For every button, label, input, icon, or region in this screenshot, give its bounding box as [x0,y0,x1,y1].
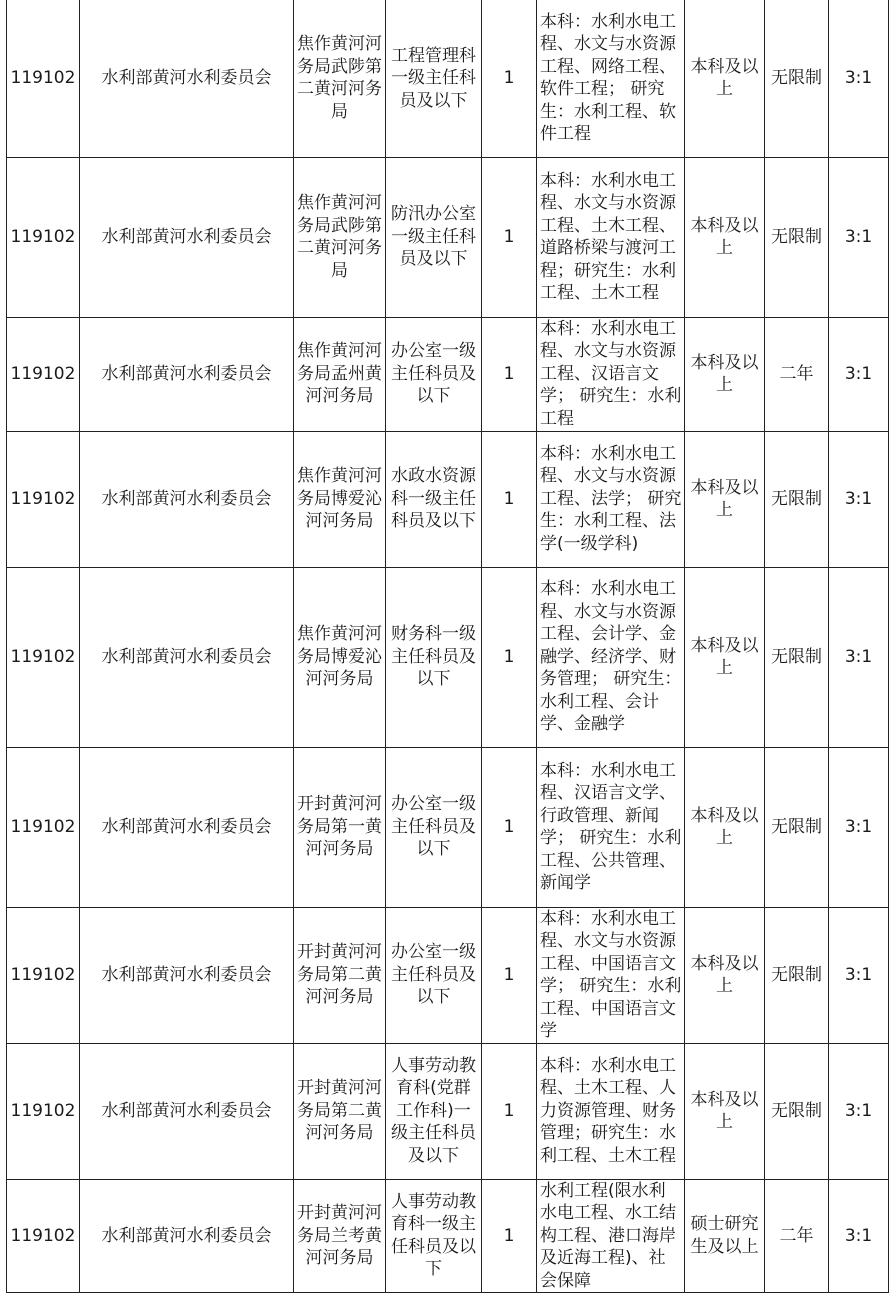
table-row [7,317,889,431]
employing-unit: 开封黄河河务局第一黄河河务局 [294,747,386,907]
position-title: 水政水资源科一级主任科员及以下 [386,431,482,567]
major-requirement: 本科：水利水电工程、水文与水资源工程、汉语言文学； 研究生：水利工程 [537,317,685,431]
interview-ratio: 3:1 [829,1043,889,1179]
position-code: 119102 [7,567,80,747]
department-name: 水利部黄河水利委员会 [80,431,294,567]
department-name: 水利部黄河水利委员会 [80,157,294,317]
department-name: 水利部黄河水利委员会 [80,747,294,907]
position-code: 119102 [7,747,80,907]
interview-ratio: 3:1 [829,317,889,431]
interview-ratio: 3:1 [829,157,889,317]
education-requirement: 本科及以上 [685,567,765,747]
hiring-count: 1 [482,317,537,431]
table-row [7,1043,889,1179]
position-code: 119102 [7,907,80,1043]
position-title: 工程管理科一级主任科员及以下 [386,0,482,157]
education-requirement: 本科及以上 [685,1043,765,1179]
hiring-count: 1 [482,747,537,907]
department-name: 水利部黄河水利委员会 [80,1179,294,1293]
position-title: 人事劳动教育科(党群工作科)一级主任科员及以下 [386,1043,482,1179]
interview-ratio: 3:1 [829,747,889,907]
major-requirement: 本科：水利水电工程、汉语言文学、行政管理、新闻学； 研究生：水利工程、公共管理、新闻学 [537,747,685,907]
table-row [7,157,889,317]
work-experience: 无限制 [765,431,829,567]
position-title: 财务科一级主任科员及以下 [386,567,482,747]
work-experience: 无限制 [765,567,829,747]
hiring-count: 1 [482,431,537,567]
work-experience: 无限制 [765,907,829,1043]
department-name: 水利部黄河水利委员会 [80,567,294,747]
interview-ratio: 3:1 [829,1179,889,1293]
employing-unit: 焦作黄河河务局博爱沁河河务局 [294,567,386,747]
employing-unit: 开封黄河河务局兰考黄河河务局 [294,1179,386,1293]
department-name: 水利部黄河水利委员会 [80,317,294,431]
job-position-table [6,0,889,1293]
hiring-count: 1 [482,1179,537,1293]
interview-ratio: 3:1 [829,431,889,567]
education-requirement: 硕士研究生及以上 [685,1179,765,1293]
department-name: 水利部黄河水利委员会 [80,0,294,157]
table-row [7,1179,889,1293]
employing-unit: 焦作黄河河务局武陟第二黄河河务局 [294,157,386,317]
position-code: 119102 [7,0,80,157]
education-requirement: 本科及以上 [685,907,765,1043]
major-requirement: 本科：水利水电工程、水文与水资源工程、网络工程、软件工程； 研究生：水利工程、软件工程 [537,0,685,157]
education-requirement: 本科及以上 [685,0,765,157]
education-requirement: 本科及以上 [685,157,765,317]
work-experience: 无限制 [765,1043,829,1179]
work-experience: 二年 [765,1179,829,1293]
table-row [7,567,889,747]
position-code: 119102 [7,1043,80,1179]
major-requirement: 本科：水利水电工程、水文与水资源工程、中国语言文学； 研究生：水利工程、中国语言文学 [537,907,685,1043]
hiring-count: 1 [482,567,537,747]
position-title: 防汛办公室一级主任科员及以下 [386,157,482,317]
hiring-count: 1 [482,157,537,317]
table-row [7,907,889,1043]
table-row [7,0,889,157]
education-requirement: 本科及以上 [685,747,765,907]
work-experience: 无限制 [765,0,829,157]
interview-ratio: 3:1 [829,0,889,157]
table-row [7,747,889,907]
employing-unit: 开封黄河河务局第二黄河河务局 [294,907,386,1043]
interview-ratio: 3:1 [829,907,889,1043]
position-code: 119102 [7,1179,80,1293]
education-requirement: 本科及以上 [685,317,765,431]
employing-unit: 开封黄河河务局第二黄河河务局 [294,1043,386,1179]
table-row [7,431,889,567]
major-requirement: 本科：水利水电工程、水文与水资源工程、会计学、金融学、经济学、财务管理； 研究生：水利工程、会计学、金融学 [537,567,685,747]
position-code: 119102 [7,431,80,567]
position-title: 人事劳动教育科一级主任科员及以下 [386,1179,482,1293]
major-requirement: 本科：水利水电工程、水文与水资源工程、土木工程、道路桥梁与渡河工程；研究生：水利工程、土木工程 [537,157,685,317]
hiring-count: 1 [482,0,537,157]
major-requirement: 本科：水利水电工程、土木工程、人力资源管理、财务管理；研究生：水利工程、土木工程 [537,1043,685,1179]
employing-unit: 焦作黄河河务局孟州黄河河务局 [294,317,386,431]
work-experience: 二年 [765,317,829,431]
interview-ratio: 3:1 [829,567,889,747]
education-requirement: 本科及以上 [685,431,765,567]
position-title: 办公室一级主任科员及以下 [386,317,482,431]
employing-unit: 焦作黄河河务局博爱沁河河务局 [294,431,386,567]
major-requirement: 水利工程(限水利水电工程、水工结构工程、港口海岸及近海工程)、社会保障 [537,1179,685,1293]
position-code: 119102 [7,317,80,431]
major-requirement: 本科：水利水电工程、水文与水资源工程、法学； 研究生：水利工程、法学(一级学科) [537,431,685,567]
department-name: 水利部黄河水利委员会 [80,1043,294,1179]
work-experience: 无限制 [765,157,829,317]
employing-unit: 焦作黄河河务局武陟第二黄河河务局 [294,0,386,157]
position-code: 119102 [7,157,80,317]
hiring-count: 1 [482,1043,537,1179]
position-title: 办公室一级主任科员及以下 [386,907,482,1043]
position-title: 办公室一级主任科员及以下 [386,747,482,907]
department-name: 水利部黄河水利委员会 [80,907,294,1043]
hiring-count: 1 [482,907,537,1043]
work-experience: 无限制 [765,747,829,907]
